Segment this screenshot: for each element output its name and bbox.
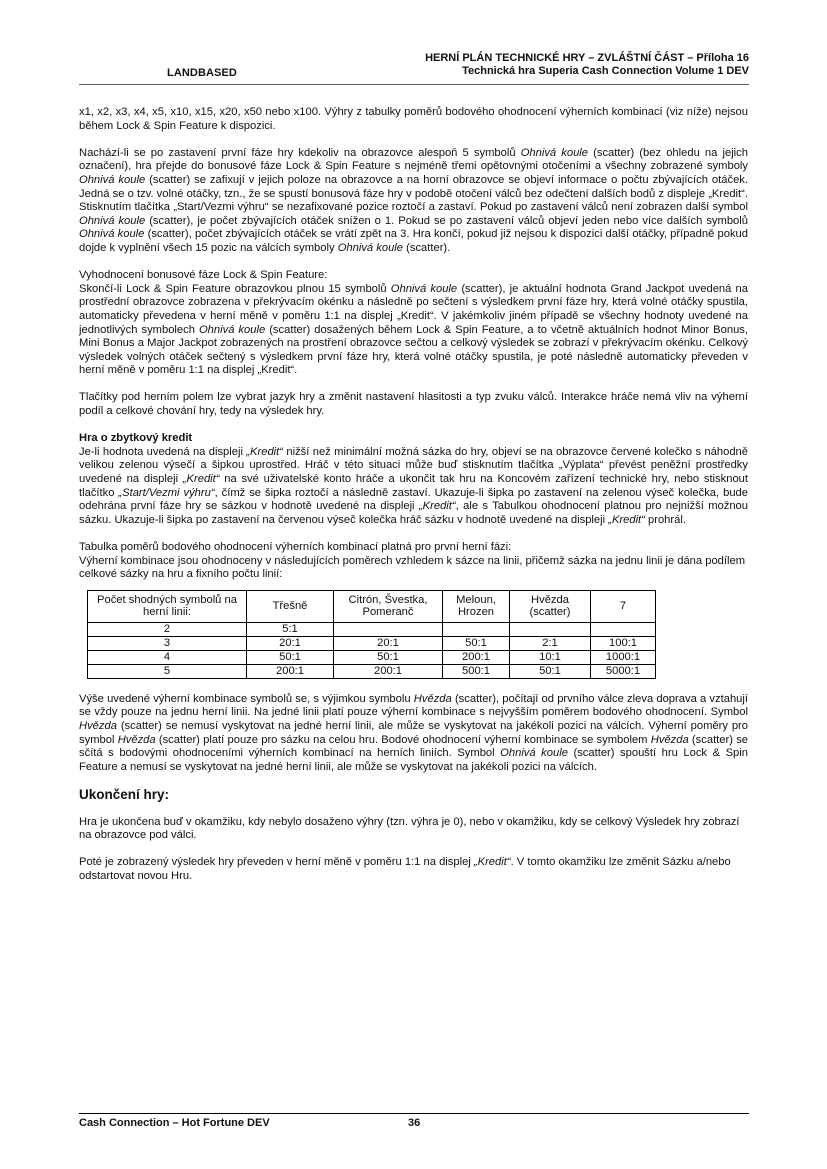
table-row: 3 20:1 20:1 50:1 2:1 100:1 — [88, 636, 656, 650]
header-title-line1: HERNÍ PLÁN TECHNICKÉ HRY – ZVLÁŠTNÍ ČÁST – Příloha 16 — [425, 52, 749, 64]
paragraph-buttons: Tlačítky pod herním polem lze vybrat jazyk hry a změnit nastavení hlasitosti a typ zvuku válců. Interakce hráče nemá vliv na výherní podíl a celkové chování hry, tedy na výsledek hry. — [79, 391, 748, 418]
footer-divider — [79, 1113, 749, 1114]
page-number: 36 — [408, 1117, 421, 1129]
header-landbased: LANDBASED — [167, 67, 237, 79]
paytable-wrapper — [79, 590, 748, 679]
col-header-seven: 7 — [591, 590, 656, 622]
paytable — [87, 590, 656, 679]
bonus-evaluation-title: Vyhodnocení bonusové fáze Lock & Spin Feature: — [79, 269, 328, 282]
paytable-header-row — [88, 590, 656, 622]
header-title — [425, 52, 749, 77]
paragraph-game-end: Hra je ukončena buď v okamžiku, kdy nebylo dosaženo výhry (tzn. výhra je 0), nebo v okamžiku, kdy se celkový Výsledek hry zobrazí na obrazovce pod válci. — [79, 815, 740, 842]
paragraph-combination-rules: Výše uvedené výherní kombinace symbolů se, s výjimkou symbolu Hvězda (scatter), počítají od prvního válce zleva doprava a vztahují se vždy pouze na jednu herní linii. Na jedné linii platí pouze výherní kombinace s nejvyšším poměrem bodového ohodnocení. Symbol Hvězda (scatter) se nemusí vyskytovat na jedné herní linii, ale může se vyskytovat na jakékoli pozici na válcích. Výherní poměry pro symbol Hvězda (scatter) platí pouze pro sázku na celou hru. Bodové ohodnocení výherní kombinace se symbolem Hvězda (scatter) se sčítá s bodovými ohodnoceními výherních kombinací na herních liniích. Symbol Ohnivá koule (scatter) spouští hru Lock & Spin Feature a nemusí se vyskytovat na jedné herní linii, ale může se vyskytovat na jakékoli pozici na válcích. — [79, 692, 749, 773]
col-header-melon-grapes: Meloun, Hrozen — [443, 590, 510, 622]
footer-document-name: Cash Connection – Hot Fortune DEV — [79, 1117, 270, 1129]
col-header-star-scatter: Hvězda (scatter) — [510, 590, 591, 622]
paragraph-residual-credit: Hra o zbytkový kredit Je-li hodnota uvedená na displeji „Kredit“ nižší než minimální možná sázka do hry, objeví se na obrazovce červené kolečko s náhodně velikou zelenou výsečí a šipkou uprostřed. Hráč v této situaci může buď stisknutím tlačítka „Výplata“ převést peněžní prostředky uvedené na displeji „Kredit“ na své uživatelské konto hráče a ukončit tak hru na Koncovém zařízení technické hry, nebo stisknout tlačítko „Start/Vezmi výhru“, čímž se šipka roztočí a následně zastaví. Ukazuje-li šipka po zastavení na zelenou výseč kolečka, bude odehrána první fáze hry se sázkou v hodnotě uvedené na displeji „Kredit“, ale s Tabulkou ohodnocení platnou pro nejnižší možnou sázku. Ukazuje-li šipka po zastavení na červenou výseč kolečka hráč sázku v hodnotě uvedené na displeji „Kredit“ prohrál. — [79, 432, 748, 526]
residual-credit-heading: Hra o zbytkový kredit — [79, 432, 193, 445]
col-header-cherries: Třešně — [247, 590, 334, 622]
paragraph-result-transfer: Poté je zobrazený výsledek hry převeden v herní měně v poměru 1:1 na displej „Kredit“. V tomto okamžiku lze změnit Sázku a/nebo odstartovat novou Hru. — [79, 856, 731, 882]
header-divider — [79, 84, 749, 85]
col-header-lemon-plum-orange: Citrón, Švestka, Pomeranč — [334, 590, 443, 622]
paragraph-table-intro: Tabulka poměrů bodového ohodnocení výherních kombinací platná pro první herní fázi: Výherní kombinace jsou ohodnoceny v následujících poměrech vzhledem k sázce na linii, přičemž sázka na jednu linii je dána podílem celkové sázky na hru a fixního počtu linií: — [79, 541, 746, 581]
paragraph-lock-spin-trigger: Nachází-li se po zastavení první fáze hry kdekoliv na obrazovce alespoň 5 symbolů Ohnivá koule (scatter) (bez ohledu na jejich označení), hra přejde do bonusové fáze Lock & Spin Feature s nejméně třemi opětovnými otočeními a všechny zobrazené symboly Ohnivá koule (scatter) se zafixují v jejich poloze na obrazovce a na horní obrazovce se objeví informace o počtu zbývajících otáček. Jedná se o tzv. volné otáčky, tzn., že se spustí bonusová fáze hry v podobě otočení válců bez odečtení dalších bodů z displeje „Kredit“. Stisknutím tlačítka „Start/Vezmi výhru“ se nezafixované pozice roztočí a zastaví. Pokud po zastavení válců není zobrazen další symbol Ohnivá koule (scatter), je počet zbývajících otáček snížen o 1. Pokud se po zastavení válců objeví jeden nebo více dalších symbolů Ohnivá koule (scatter), počet zbývajících otáček se vrátí zpět na 3. Hra končí, pokud již nejsou k dispozici další otáčky, případně pokud dojde k vyplnění všech 15 pozic na válcích symboly Ohnivá koule (scatter). — [79, 146, 748, 254]
table-row: 2 5:1 — [88, 622, 656, 636]
page-header — [79, 50, 749, 82]
header-title-line2: Technická hra Superia Cash Connection Volume 1 DEV — [462, 64, 749, 77]
table-row: 5 200:1 200:1 500:1 50:1 5000:1 — [88, 664, 656, 678]
document-body — [79, 106, 748, 897]
table-row: 4 50:1 50:1 200:1 10:1 1000:1 — [88, 650, 656, 664]
paragraph-bonus-evaluation: Vyhodnocení bonusové fáze Lock & Spin Feature: Skončí-li Lock & Spin Feature obrazovkou plnou 15 symbolů Ohnivá koule (scatter), je aktuální hodnota Grand Jackpot uvedená na prostřední obrazovce zobrazena v překrývacím okénku a následně po sečtení s výsledkem první fáze hry, která volné otáčky spustila, automaticky převedena v herní měně v poměru 1:1 na displej „Kredit“. V jakémkoliv jiném případě se všechny hodnoty uvedené na jednotlivých symbolech Ohnivá koule (scatter) dosažených během Lock & Spin Feature, a to včetně aktuálních hodnot Minor Bonus, Mini Bonus a Major Jackpot zobrazených na prostření obrazovce sečtou a celkový výsledek se zobrazí v překrývacím okénku. Celkový výsledek volných otáček sečtený s výsledkem první fáze hry, která volné otáčky spustila, je poté následně automaticky převeden v herní měně v poměru 1:1 na displej „Kredit“. — [79, 269, 748, 377]
col-header-count: Počet shodných symbolů na herní linii: — [88, 590, 247, 622]
paragraph-multipliers: x1, x2, x3, x4, x5, x10, x15, x20, x50 nebo x100. Výhry z tabulky poměrů bodového ohodnocení výherních kombinací (viz níže) nejsou během Lock & Spin Feature k dispozici. — [79, 106, 748, 132]
section-title-game-end: Ukončení hry: — [79, 786, 170, 802]
